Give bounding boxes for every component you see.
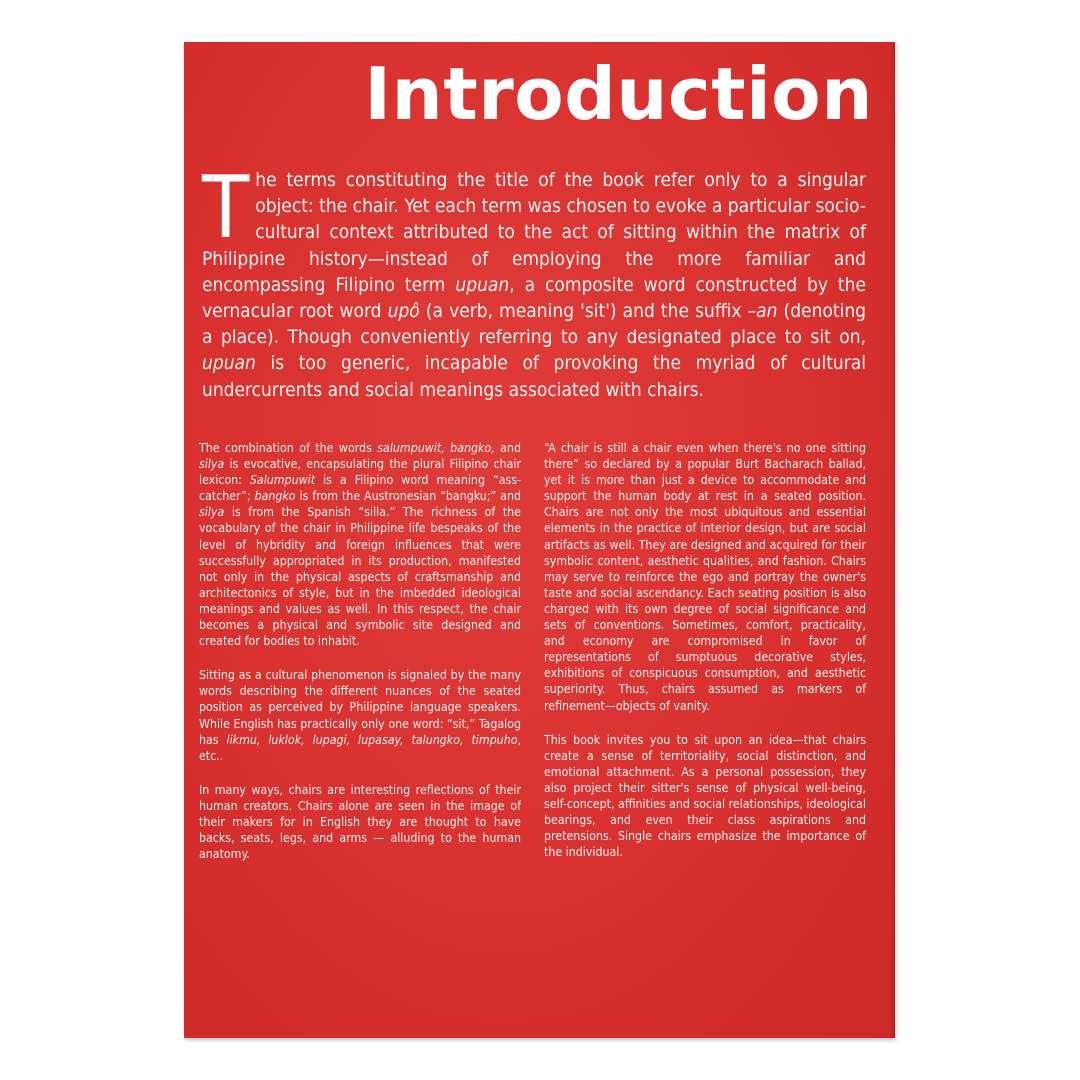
text-run: This book invites you to sit upon an idea—that chairs create a sense of territoriality, social distinction, and emotional attachment. As a personal possession, they also project their sitter's sense of physical well-being, self-concept, affinities and social relationships, ideological bearings, and even their class aspirations and pretensions. Single chairs emphasize the importance of the individual. <box>544 732 866 860</box>
italic-term: upuan <box>202 352 256 375</box>
text-run: is from the Austronesian “bangku;” and <box>295 489 521 504</box>
drop-cap: T <box>202 158 250 258</box>
italic-term: upô <box>387 300 420 323</box>
text-run: is a Filipino word meaning “ass-catcher”; <box>199 473 522 504</box>
body-paragraph <box>199 782 521 862</box>
text-run: The combination of the words <box>199 441 378 455</box>
lead-paragraph <box>202 158 867 403</box>
text-run: , a composite word constructed by the vernacular root word <box>202 273 866 323</box>
page-title: Introduction <box>364 52 873 136</box>
text-run: “A chair is still a chair even when there's no one sitting there” so declared by a popular Burt Bacharach ballad, yet it is more than just a device to accommodate and support the human body at rest in a seated position. Chairs are not only the most ubiquitous and essential elements in the practice of interior design, but are social artifacts as well. They are designed and acquired for their symbolic content, aesthetic qualities, and fashion. Chairs may serve to reinforce the ego and portray the owner's taste and social ascendancy. Each seating position is also charged with its own degree of social significance and sets of conventions. Sometimes, comfort, practicality, and economy are compromised in favor of representations of sumptuous decorative styles, exhibitions of conspicuous consumption, and aesthetic superiority. Thus, chairs assumed as markers of refinement—objects of vanity. <box>544 441 866 713</box>
right-column <box>544 440 866 878</box>
text-run: is too generic, incapable of provoking the myriad of cultural undercurrents and social meanings associated with chairs. <box>202 352 866 401</box>
text-run: and <box>494 441 521 455</box>
text-run: Sitting as a cultural phenomenon is signaled by the many words describing the different nuances of the seated position as perceived by Philippine language speakers. While English has practically only one word: “sit,” Tagalog has <box>199 668 521 747</box>
italic-term: Salumpuwit <box>249 473 316 488</box>
italic-term: bangko <box>254 489 296 504</box>
text-run: , etc.. <box>199 732 521 763</box>
text-run: In many ways, chairs are interesting reflections of their human creators. Chairs alone are seen in the image of their makers for in English they are thought to have backs, seats, legs, and arms — alluding to the human anatomy. <box>199 782 521 862</box>
italic-term: salumpuwit, bangko, <box>377 441 495 455</box>
text-run: (denoting a place). Though conveniently referring to any designated place to sit on, <box>202 300 867 349</box>
text-run: is evocative, encapsulating the plural Filipino chair lexicon: <box>199 457 521 488</box>
book-page <box>184 42 895 1038</box>
italic-term: silya <box>199 505 225 520</box>
page-edge-shadow <box>889 42 895 1038</box>
italic-term: likmu, luklok, lupagi, lupasay, talungko, timpuho <box>226 732 518 747</box>
italic-term: upuan <box>455 273 510 296</box>
body-paragraph <box>544 440 866 714</box>
body-paragraph <box>544 732 866 861</box>
italic-term: –an <box>747 300 778 323</box>
body-paragraph <box>199 667 521 764</box>
lead-text <box>202 158 867 401</box>
body-paragraph <box>199 440 521 649</box>
italic-term: silya <box>199 457 225 472</box>
text-run: is from the Spanish “silla.” The richness of the vocabulary of the chair in Philippine life bespeaks of the level of hybridity and foreign influences that were successfully appropriated in its production, manifested not only in the physical aspects of craftsmanship and architectonics of style, but in the imbedded ideological meanings and values as well. In this respect, the chair becomes a physical and symbolic site designed and created for bodies to inhabit. <box>199 505 521 649</box>
text-run: (a verb, meaning 'sit') and the suffix <box>419 300 748 323</box>
text-run: he terms constituting the title of the book refer only to a singular object: the chair. Yet each term was chosen to evoke a particular socio-cultural context attributed to the act of sitting within the matrix of Philippine history—instead of employing the more familiar and encompassing Filipino term <box>202 169 866 296</box>
left-column <box>199 440 521 880</box>
